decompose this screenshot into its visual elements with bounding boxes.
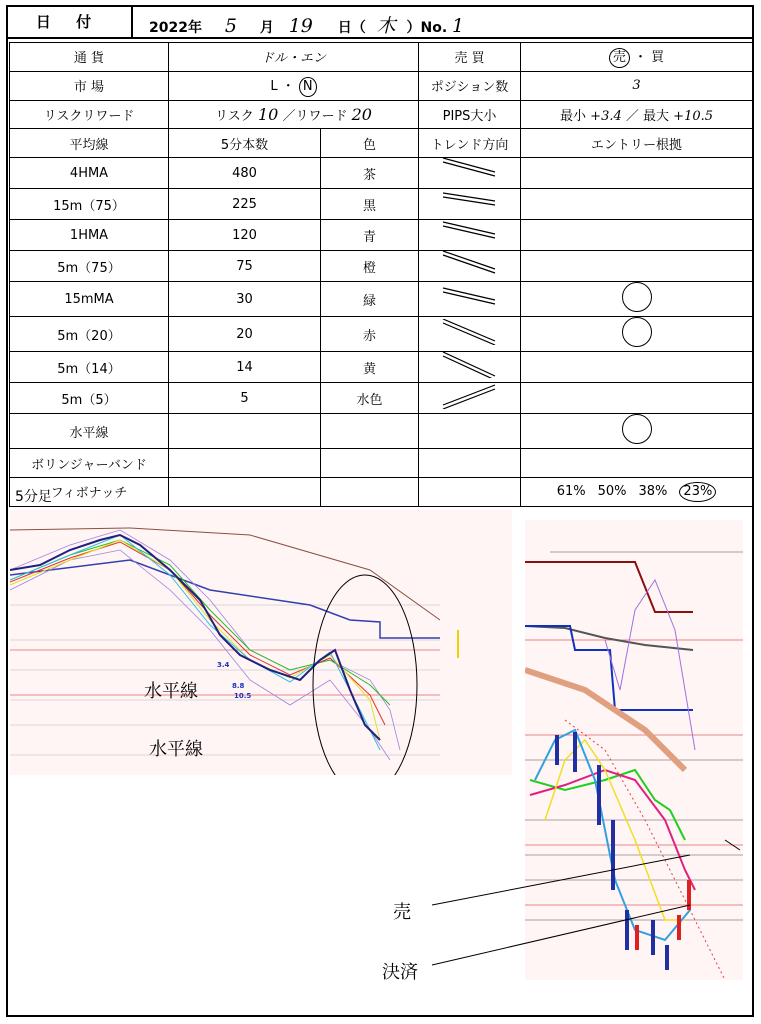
ma-bars: 480: [169, 158, 321, 189]
ma-color: 黄: [321, 352, 419, 383]
position-value: 3: [521, 71, 753, 100]
settle-label: 決済: [382, 962, 418, 983]
sell-label: 売: [393, 902, 411, 923]
ma-color: 茶: [321, 158, 419, 189]
ma-bars: 20: [169, 317, 321, 352]
market-value: L ・ N: [169, 71, 419, 100]
pips-label: PIPS大小: [419, 100, 521, 129]
bollinger-label: ボリンジャーバンド: [10, 449, 169, 478]
ma-name: 15mMA: [10, 282, 169, 317]
ma-bars: 75: [169, 251, 321, 282]
col-ma: 平均線: [10, 129, 169, 158]
ma-name: 5m（14）: [10, 352, 169, 383]
currency-value: ドル・エン: [169, 43, 419, 72]
date-value: 2022年 5 月 19 日（ 木 ）No. 1: [149, 15, 465, 37]
side-label: 売 買: [419, 43, 521, 72]
fibo-label: フィボナッチ: [10, 477, 169, 506]
market-label: 市 場: [10, 71, 169, 100]
chart-value-1: 3.4: [217, 661, 230, 669]
fib-levels: 61% 50% 38% 23%: [521, 477, 753, 506]
ma-name: 5m（5）: [10, 383, 169, 414]
date-label: 日 付: [6, 5, 133, 37]
ma-bars: 14: [169, 352, 321, 383]
chart-value-3: 10.5: [234, 692, 252, 700]
ma-bars: 5: [169, 383, 321, 414]
ma-name: 5m（20）: [10, 317, 169, 352]
position-label: ポジション数: [419, 71, 521, 100]
ma-name: 1HMA: [10, 220, 169, 251]
col-bars: 5分本数: [169, 129, 321, 158]
horizontal-label: 水平線: [10, 414, 169, 449]
side-value: 売 ・ 買: [521, 43, 753, 72]
currency-label: 通 貨: [10, 43, 169, 72]
risk-value: リスク 10 ／リワード 20: [169, 100, 419, 129]
ma-color: 水色: [321, 383, 419, 414]
ma-color: 赤: [321, 317, 419, 352]
horizontal-label-1: 水平線: [144, 681, 198, 702]
ma-color: 黒: [321, 189, 419, 220]
ma-color: 橙: [321, 251, 419, 282]
col-entry: エントリー根拠: [521, 129, 753, 158]
chart-title: 5分足: [15, 486, 52, 507]
ma-bars: 120: [169, 220, 321, 251]
ma-name: 4HMA: [10, 158, 169, 189]
ma-name: 5m（75）: [10, 251, 169, 282]
ma-color: 青: [321, 220, 419, 251]
horizontal-label-2: 水平線: [149, 739, 203, 760]
ma-bars: 225: [169, 189, 321, 220]
ma-name: 15m（75）: [10, 189, 169, 220]
risk-label: リスクリワード: [10, 100, 169, 129]
ma-color: 緑: [321, 282, 419, 317]
col-trend: トレンド方向: [419, 129, 521, 158]
pips-value: 最小 +3.4 ／ 最大 +10.5: [521, 100, 753, 129]
ma-bars: 30: [169, 282, 321, 317]
chart-value-2: 8.8: [232, 682, 245, 690]
col-color: 色: [321, 129, 419, 158]
